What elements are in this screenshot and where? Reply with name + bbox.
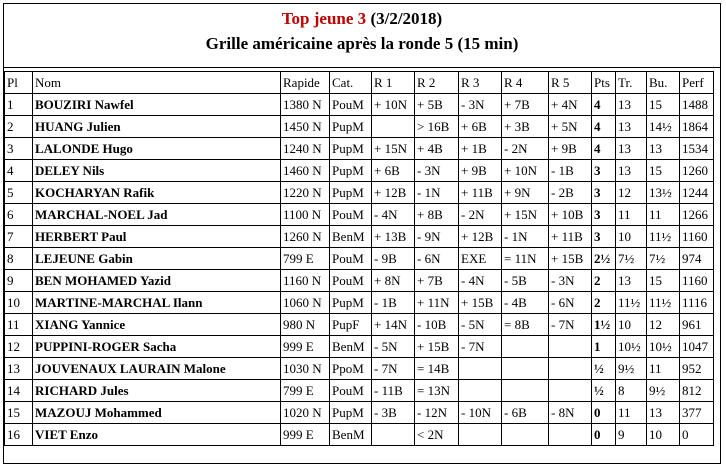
cell-r3: + 11B: [459, 182, 502, 204]
cell-pts: 3: [592, 182, 616, 204]
table-row: [5, 94, 714, 116]
cell-cat: PupF: [330, 314, 372, 336]
cell-perf: 1266: [680, 204, 714, 226]
cell-cat: BenM: [330, 336, 372, 358]
cell-r1: + 15N: [372, 138, 415, 160]
cell-r1: + 10N: [372, 94, 415, 116]
cell-bu: 13: [647, 138, 680, 160]
cell-pl: 9: [5, 270, 33, 292]
cell-pl: 14: [5, 380, 33, 402]
cell-r3: - 7N: [459, 336, 502, 358]
cell-r4: = 11N: [502, 248, 549, 270]
cell-rapide: 799 E: [281, 380, 330, 402]
cell-perf: 1047: [680, 336, 714, 358]
cell-pts: 1½: [592, 314, 616, 336]
col-header-bu: Bu.: [647, 72, 680, 94]
cell-tr: 11: [616, 204, 647, 226]
cell-r2: + 7B: [415, 270, 459, 292]
cell-pl: 7: [5, 226, 33, 248]
col-header-pts: Pts: [592, 72, 616, 94]
results-sheet: [3, 3, 721, 464]
cell-pts: 4: [592, 138, 616, 160]
cell-r2: < 2N: [415, 424, 459, 446]
cell-r5: + 5N: [549, 116, 592, 138]
cell-r3: EXE: [459, 248, 502, 270]
col-header-cat: Cat.: [330, 72, 372, 94]
cell-rapide: 1460 N: [281, 160, 330, 182]
cell-rapide: 1160 N: [281, 270, 330, 292]
cell-r3: [459, 424, 502, 446]
cell-r2: - 3N: [415, 160, 459, 182]
cell-cat: PupM: [330, 402, 372, 424]
cell-tr: 13: [616, 94, 647, 116]
cell-pts: 3: [592, 204, 616, 226]
cell-r2: + 4B: [415, 138, 459, 160]
cell-bu: 10: [647, 424, 680, 446]
cell-nom: BEN MOHAMED Yazid: [33, 270, 281, 292]
cell-cat: PupM: [330, 138, 372, 160]
col-header-r5: R 5: [549, 72, 592, 94]
cell-pl: 5: [5, 182, 33, 204]
cell-bu: 11½: [647, 292, 680, 314]
cell-nom: RICHARD Jules: [33, 380, 281, 402]
cell-pl: 16: [5, 424, 33, 446]
cell-r3: + 9B: [459, 160, 502, 182]
cell-nom: DELEY Nils: [33, 160, 281, 182]
table-row: [5, 138, 714, 160]
cell-r3: - 4N: [459, 270, 502, 292]
cell-cat: BenM: [330, 424, 372, 446]
cell-nom: LEJEUNE Gabin: [33, 248, 281, 270]
cell-tr: 13: [616, 270, 647, 292]
cell-bu: 11½: [647, 226, 680, 248]
cell-rapide: 1100 N: [281, 204, 330, 226]
cell-pl: 10: [5, 292, 33, 314]
cell-r3: + 15B: [459, 292, 502, 314]
cell-pl: 15: [5, 402, 33, 424]
cell-r2: + 11N: [415, 292, 459, 314]
cell-pts: ½: [592, 380, 616, 402]
cell-pts: ½: [592, 358, 616, 380]
cell-nom: XIANG Yannice: [33, 314, 281, 336]
cell-rapide: 1450 N: [281, 116, 330, 138]
cell-pts: 2: [592, 270, 616, 292]
cell-r1: + 13B: [372, 226, 415, 248]
cell-cat: PupM: [330, 182, 372, 204]
cell-tr: 12: [616, 182, 647, 204]
table-row: [5, 402, 714, 424]
cell-r1: [372, 116, 415, 138]
table-row: [5, 248, 714, 270]
cell-r5: [549, 424, 592, 446]
cell-r1: - 9B: [372, 248, 415, 270]
cell-r4: + 15N: [502, 204, 549, 226]
event-date: (3/2/2018): [370, 9, 443, 28]
col-header-pl: Pl: [5, 72, 33, 94]
cell-cat: PouM: [330, 204, 372, 226]
cell-bu: 9½: [647, 380, 680, 402]
cell-bu: 15: [647, 270, 680, 292]
cell-cat: PouM: [330, 248, 372, 270]
title-line: [4, 9, 720, 29]
col-header-r1: R 1: [372, 72, 415, 94]
cell-r1: - 11B: [372, 380, 415, 402]
cell-r1: - 4N: [372, 204, 415, 226]
cell-r4: + 7B: [502, 94, 549, 116]
cell-r5: + 11B: [549, 226, 592, 248]
cell-perf: 1244: [680, 182, 714, 204]
cell-cat: PupM: [330, 160, 372, 182]
cell-r2: + 8B: [415, 204, 459, 226]
cell-cat: PouM: [330, 270, 372, 292]
cell-r4: - 2N: [502, 138, 549, 160]
table-row: [5, 116, 714, 138]
cell-pts: 4: [592, 94, 616, 116]
cell-r4: + 3B: [502, 116, 549, 138]
event-title: Top jeune 3: [281, 9, 367, 28]
col-header-rapide: Rapide: [281, 72, 330, 94]
col-header-perf: Perf: [680, 72, 714, 94]
cell-rapide: 1060 N: [281, 292, 330, 314]
cell-r5: - 7N: [549, 314, 592, 336]
cell-r5: + 9B: [549, 138, 592, 160]
cell-r2: - 1N: [415, 182, 459, 204]
col-header-r3: R 3: [459, 72, 502, 94]
cell-r3: [459, 380, 502, 402]
table-row: [5, 182, 714, 204]
cell-tr: 8: [616, 380, 647, 402]
cell-pts: 1: [592, 336, 616, 358]
table-row: [5, 424, 714, 446]
cell-perf: 952: [680, 358, 714, 380]
col-header-tr: Tr.: [616, 72, 647, 94]
cell-r4: [502, 358, 549, 380]
cell-nom: BOUZIRI Nawfel: [33, 94, 281, 116]
cell-pts: 2½: [592, 248, 616, 270]
cell-perf: 1260: [680, 160, 714, 182]
cell-r4: [502, 424, 549, 446]
cell-bu: 13: [647, 402, 680, 424]
cell-pl: 6: [5, 204, 33, 226]
cell-perf: 0: [680, 424, 714, 446]
cell-r5: [549, 358, 592, 380]
cell-r5: - 6N: [549, 292, 592, 314]
sheet-header: [4, 4, 720, 68]
col-header-r2: R 2: [415, 72, 459, 94]
cell-cat: BenM: [330, 226, 372, 248]
cell-cat: PupM: [330, 116, 372, 138]
cell-rapide: 1030 N: [281, 358, 330, 380]
cell-r4: [502, 380, 549, 402]
cell-tr: 11: [616, 402, 647, 424]
cell-r2: - 6N: [415, 248, 459, 270]
cell-r2: = 13N: [415, 380, 459, 402]
table-body: [5, 94, 714, 446]
table-row: [5, 270, 714, 292]
cell-r4: = 8B: [502, 314, 549, 336]
cell-r2: > 16B: [415, 116, 459, 138]
cell-r3: + 6B: [459, 116, 502, 138]
cell-r4: [502, 336, 549, 358]
cell-rapide: 999 E: [281, 424, 330, 446]
cell-r5: - 2B: [549, 182, 592, 204]
cell-cat: PouM: [330, 380, 372, 402]
cell-pl: 13: [5, 358, 33, 380]
cell-rapide: 1260 N: [281, 226, 330, 248]
cell-nom: HERBERT Paul: [33, 226, 281, 248]
cell-pl: 8: [5, 248, 33, 270]
cell-r5: - 1B: [549, 160, 592, 182]
table-row: [5, 380, 714, 402]
cell-r5: [549, 380, 592, 402]
cell-bu: 7½: [647, 248, 680, 270]
cell-nom: HUANG Julien: [33, 116, 281, 138]
table-row: [5, 336, 714, 358]
table-row: [5, 314, 714, 336]
cell-bu: 12: [647, 314, 680, 336]
cell-perf: 1488: [680, 94, 714, 116]
cell-cat: PupM: [330, 292, 372, 314]
cell-rapide: 1220 N: [281, 182, 330, 204]
cell-tr: 10: [616, 226, 647, 248]
cell-r4: - 1N: [502, 226, 549, 248]
cell-r3: - 5N: [459, 314, 502, 336]
cell-r1: + 6B: [372, 160, 415, 182]
cell-pts: 0: [592, 402, 616, 424]
cell-nom: KOCHARYAN Rafik: [33, 182, 281, 204]
cell-bu: 11: [647, 204, 680, 226]
cell-rapide: 999 E: [281, 336, 330, 358]
cell-cat: PpoM: [330, 358, 372, 380]
cell-nom: MARCHAL-NOEL Jad: [33, 204, 281, 226]
cell-r1: + 8N: [372, 270, 415, 292]
cell-bu: 13½: [647, 182, 680, 204]
table-row: [5, 358, 714, 380]
cell-bu: 15: [647, 94, 680, 116]
table-row: [5, 160, 714, 182]
table-header-row: [5, 72, 714, 94]
cell-nom: VIET Enzo: [33, 424, 281, 446]
cell-r4: - 4B: [502, 292, 549, 314]
cell-r2: - 12N: [415, 402, 459, 424]
cell-r4: + 9N: [502, 182, 549, 204]
cell-r4: - 6B: [502, 402, 549, 424]
cell-tr: 7½: [616, 248, 647, 270]
cell-rapide: 980 N: [281, 314, 330, 336]
cell-pts: 3: [592, 226, 616, 248]
cell-r2: - 9N: [415, 226, 459, 248]
cell-pts: 2: [592, 292, 616, 314]
cell-cat: PouM: [330, 94, 372, 116]
cell-tr: 10: [616, 314, 647, 336]
table-row: [5, 226, 714, 248]
cell-perf: 812: [680, 380, 714, 402]
cell-perf: 974: [680, 248, 714, 270]
cell-perf: 961: [680, 314, 714, 336]
cell-bu: 10½: [647, 336, 680, 358]
cell-r3: + 12B: [459, 226, 502, 248]
cell-nom: PUPPINI-ROGER Sacha: [33, 336, 281, 358]
standings-table: [4, 71, 714, 446]
table-row: [5, 292, 714, 314]
cell-r5: [549, 336, 592, 358]
cell-r5: + 15B: [549, 248, 592, 270]
cell-pts: 0: [592, 424, 616, 446]
cell-pl: 11: [5, 314, 33, 336]
cell-r4: + 10N: [502, 160, 549, 182]
cell-r1: + 12B: [372, 182, 415, 204]
table-row: [5, 204, 714, 226]
cell-r1: - 1B: [372, 292, 415, 314]
cell-perf: 1116: [680, 292, 714, 314]
cell-tr: 13: [616, 160, 647, 182]
cell-r1: + 14N: [372, 314, 415, 336]
cell-r5: + 10B: [549, 204, 592, 226]
cell-r2: + 15B: [415, 336, 459, 358]
cell-r2: + 5B: [415, 94, 459, 116]
cell-pl: 3: [5, 138, 33, 160]
cell-rapide: 1380 N: [281, 94, 330, 116]
cell-tr: 13: [616, 116, 647, 138]
cell-r5: - 8N: [549, 402, 592, 424]
cell-r4: - 5B: [502, 270, 549, 292]
cell-pts: 3: [592, 160, 616, 182]
cell-r2: - 10B: [415, 314, 459, 336]
cell-r1: [372, 424, 415, 446]
cell-pts: 4: [592, 116, 616, 138]
cell-nom: MAZOUJ Mohammed: [33, 402, 281, 424]
subtitle: Grille américaine après la ronde 5 (15 min): [205, 34, 519, 53]
cell-r3: - 10N: [459, 402, 502, 424]
cell-r5: + 4N: [549, 94, 592, 116]
cell-perf: 1864: [680, 116, 714, 138]
cell-pl: 2: [5, 116, 33, 138]
cell-r3: + 1B: [459, 138, 502, 160]
cell-perf: 1160: [680, 270, 714, 292]
cell-rapide: 799 E: [281, 248, 330, 270]
cell-pl: 1: [5, 94, 33, 116]
cell-perf: 1534: [680, 138, 714, 160]
cell-r3: [459, 358, 502, 380]
cell-tr: 9: [616, 424, 647, 446]
cell-r5: - 3N: [549, 270, 592, 292]
col-header-r4: R 4: [502, 72, 549, 94]
cell-nom: MARTINE-MARCHAL Ilann: [33, 292, 281, 314]
cell-r1: - 7N: [372, 358, 415, 380]
cell-rapide: 1240 N: [281, 138, 330, 160]
cell-bu: 15: [647, 160, 680, 182]
cell-perf: 377: [680, 402, 714, 424]
cell-bu: 11: [647, 358, 680, 380]
cell-tr: 11½: [616, 292, 647, 314]
cell-nom: JOUVENAUX LAURAIN Malone: [33, 358, 281, 380]
cell-rapide: 1020 N: [281, 402, 330, 424]
col-header-nom: Nom: [33, 72, 281, 94]
cell-r1: - 5N: [372, 336, 415, 358]
cell-perf: 1160: [680, 226, 714, 248]
cell-nom: LALONDE Hugo: [33, 138, 281, 160]
cell-tr: 13: [616, 138, 647, 160]
cell-tr: 10½: [616, 336, 647, 358]
cell-r3: - 2N: [459, 204, 502, 226]
cell-pl: 12: [5, 336, 33, 358]
cell-pl: 4: [5, 160, 33, 182]
cell-r1: - 3B: [372, 402, 415, 424]
cell-r3: - 3N: [459, 94, 502, 116]
cell-r2: = 14B: [415, 358, 459, 380]
cell-bu: 14½: [647, 116, 680, 138]
cell-tr: 9½: [616, 358, 647, 380]
